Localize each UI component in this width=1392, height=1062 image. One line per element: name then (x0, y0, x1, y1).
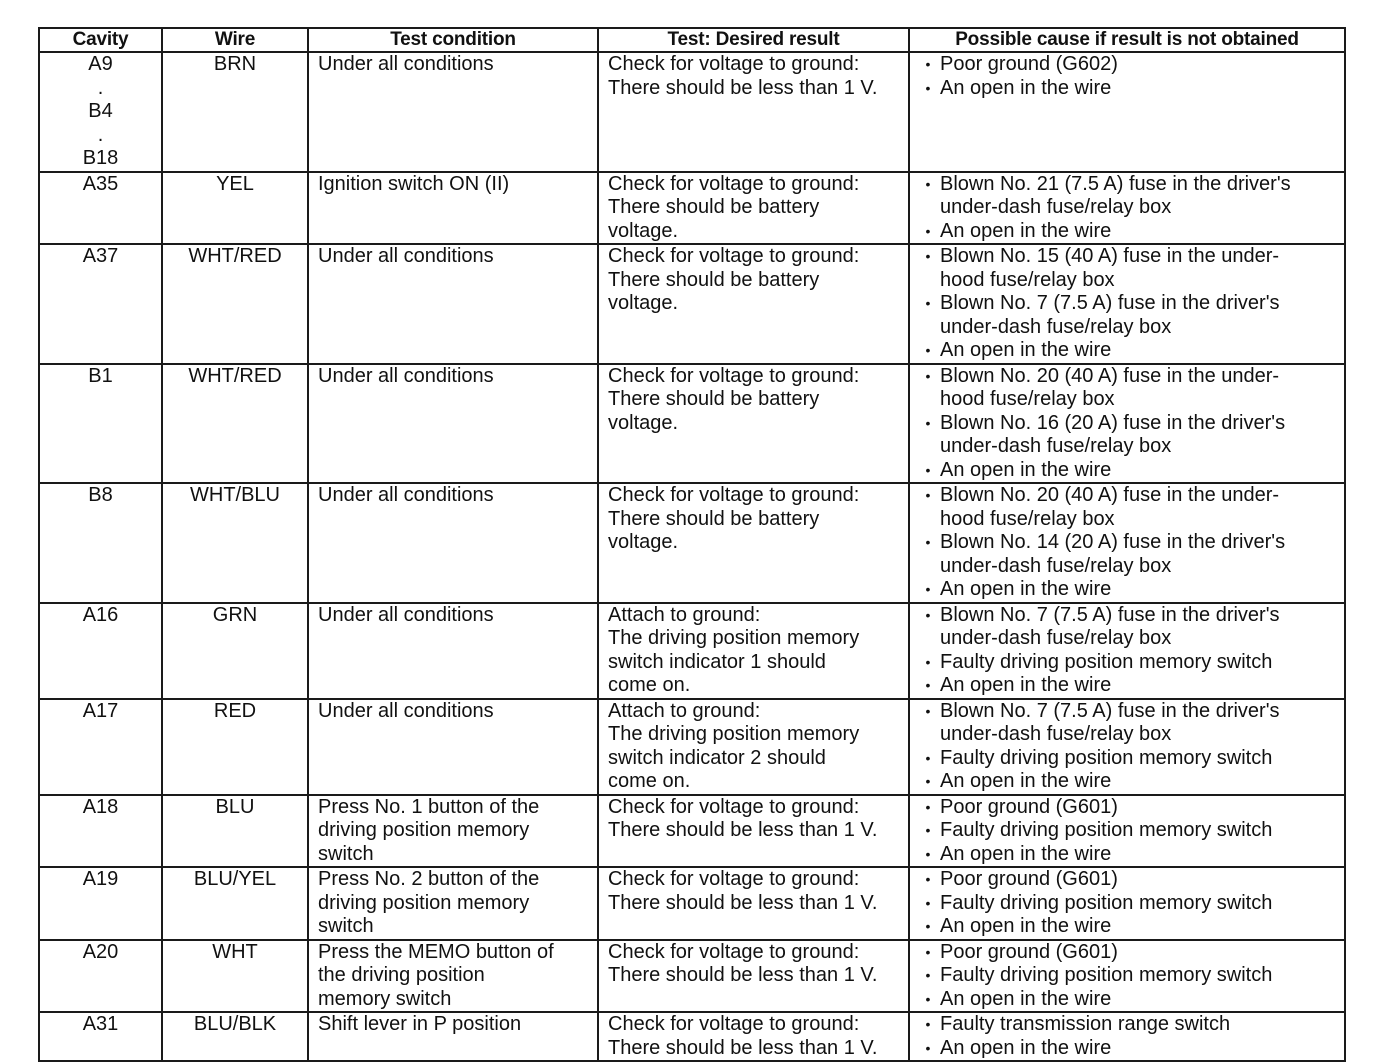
test-condition-line: switch (318, 915, 374, 937)
desired-result-line: There should be less than 1 V. (608, 891, 878, 914)
cavity-label: B1 (88, 364, 113, 387)
desired-result-cell (598, 52, 909, 172)
cause-text (940, 915, 1111, 939)
bullet-icon: • (925, 295, 931, 311)
cause-list-item (916, 868, 1340, 892)
test-condition-line: driving position memory (318, 891, 530, 914)
desired-result-line: There should be less than 1 V. (608, 1036, 878, 1059)
cause-list-item (916, 245, 1340, 292)
cause-text (940, 674, 1111, 698)
test-condition-line: driving position memory (318, 819, 530, 841)
cause-text (940, 964, 1272, 988)
wire-color-cell: YEL (162, 172, 308, 245)
test-condition-line: Press No. 2 button of the (318, 868, 540, 890)
test-condition-line: Ignition switch ON (II) (318, 172, 510, 195)
cause-line: Faulty driving position memory switch (940, 650, 1273, 673)
table-row (39, 867, 1345, 940)
cavity-label: A19 (82, 868, 119, 890)
cause-text (940, 892, 1272, 916)
test-condition-line: Under all conditions (318, 245, 494, 267)
cause-list-item (916, 988, 1340, 1012)
cause-line: Blown No. 7 (7.5 A) fuse in the driver's (940, 292, 1280, 314)
desired-result-line: There should be battery (608, 268, 820, 291)
cause-line: hood fuse/relay box (940, 268, 1115, 291)
table-row (39, 172, 1345, 245)
table-row (39, 795, 1345, 868)
cause-list-item (916, 1013, 1340, 1037)
desired-result-line: There should be less than 1 V. (608, 819, 878, 841)
possible-cause-cell (909, 699, 1345, 795)
desired-result-line: Check for voltage to ground: (608, 940, 860, 963)
bullet-icon: • (925, 175, 931, 192)
cause-text (940, 941, 1118, 965)
table-body (39, 52, 1345, 1061)
test-condition-cell (308, 483, 598, 603)
cause-line: Blown No. 16 (20 A) fuse in the driver's (940, 411, 1286, 434)
table-row (39, 364, 1345, 484)
cause-text (940, 220, 1111, 244)
bullet-icon: • (925, 798, 931, 815)
cause-line: Blown No. 15 (40 A) fuse in the under- (940, 245, 1280, 267)
cause-text (940, 365, 1279, 412)
desired-result-cell (598, 172, 909, 245)
desired-result-line: Attach to ground: (608, 699, 761, 722)
test-condition-cell (308, 364, 598, 484)
bullet-icon: • (925, 749, 931, 766)
bullet-icon: • (925, 79, 931, 96)
cause-line: Blown No. 20 (40 A) fuse in the under- (940, 364, 1280, 387)
cause-list-item (916, 941, 1340, 965)
test-condition-cell (308, 52, 598, 172)
desired-result-cell (598, 603, 909, 699)
cause-line: under-dash fuse/relay box (940, 723, 1172, 745)
test-condition-line: Press the MEMO button of (318, 940, 554, 963)
cause-line: Poor ground (G601) (940, 940, 1118, 963)
cause-line: An open in the wire (940, 76, 1112, 99)
cause-text (940, 651, 1272, 675)
cause-text (940, 604, 1280, 651)
cavity-label: A18 (82, 795, 119, 818)
cause-list-item (916, 339, 1340, 363)
desired-result-line: voltage. (608, 219, 679, 242)
desired-result-line: Check for voltage to ground: (608, 795, 860, 818)
possible-cause-cell (909, 603, 1345, 699)
cause-list-item (916, 796, 1340, 820)
desired-result-cell (598, 244, 909, 364)
bullet-icon: • (925, 461, 931, 478)
cause-list-item (916, 892, 1340, 916)
possible-cause-cell (909, 172, 1345, 245)
bullet-icon: • (925, 702, 931, 719)
cause-list-item (916, 220, 1340, 244)
cause-line: An open in the wire (940, 339, 1112, 361)
cause-text (940, 1013, 1230, 1037)
cavity-label: A17 (82, 699, 119, 722)
cavity-cell (39, 364, 162, 484)
bullet-icon: • (925, 822, 931, 838)
bullet-icon: • (925, 894, 931, 911)
bullet-icon: • (925, 1016, 931, 1032)
bullet-icon: • (925, 845, 931, 862)
desired-result-line: come on. (608, 770, 691, 792)
cause-text (940, 531, 1285, 578)
cavity-label: A35 (82, 172, 119, 195)
possible-cause-cell (909, 940, 1345, 1013)
bullet-icon: • (925, 581, 931, 597)
cavity-cell (39, 483, 162, 603)
cause-line: An open in the wire (940, 915, 1112, 937)
bullet-icon: • (925, 222, 931, 239)
test-condition-line: the driving position (318, 964, 485, 986)
test-condition-cell (308, 699, 598, 795)
cause-list-item (916, 747, 1340, 771)
header-wire: Wire (162, 28, 308, 52)
bullet-icon: • (925, 414, 931, 431)
cause-list-item (916, 604, 1340, 651)
desired-result-line: There should be less than 1 V. (608, 964, 878, 986)
desired-result-line: Check for voltage to ground: (608, 868, 860, 890)
desired-result-line: voltage. (608, 292, 679, 314)
desired-result-cell (598, 867, 909, 940)
table-row (39, 52, 1345, 172)
bullet-icon: • (925, 918, 931, 934)
test-condition-line: switch (318, 842, 374, 865)
cause-line: Poor ground (G601) (940, 868, 1118, 890)
bullet-icon: • (925, 1039, 931, 1056)
cause-line: An open in the wire (940, 458, 1112, 481)
bullet-icon: • (925, 248, 931, 264)
cavity-cell (39, 172, 162, 245)
desired-result-line: Attach to ground: (608, 603, 761, 626)
table-row (39, 699, 1345, 795)
desired-result-line: The driving position memory (608, 723, 860, 745)
bullet-icon: • (925, 534, 931, 550)
bullet-icon: • (925, 487, 931, 503)
bullet-icon: • (925, 606, 931, 623)
test-condition-cell (308, 603, 598, 699)
desired-result-line: switch indicator 2 should (608, 746, 826, 769)
bullet-icon: • (925, 56, 931, 72)
cavity-cell (39, 867, 162, 940)
cause-line: Faulty driving position memory switch (940, 964, 1273, 986)
bullet-icon: • (925, 677, 931, 693)
header-row (39, 28, 1345, 52)
cause-text (940, 578, 1111, 602)
possible-cause-cell (909, 244, 1345, 364)
cause-text (940, 292, 1280, 339)
desired-result-cell (598, 940, 909, 1013)
cause-line: Faulty driving position memory switch (940, 891, 1273, 914)
cause-line: under-dash fuse/relay box (940, 196, 1172, 218)
cavity-label: A31 (82, 1013, 119, 1035)
cause-list-item (916, 77, 1340, 101)
desired-result-line: There should be battery (608, 388, 820, 410)
test-condition-cell (308, 940, 598, 1013)
possible-cause-cell (909, 867, 1345, 940)
cause-line: Poor ground (G601) (940, 795, 1118, 818)
cause-list-item (916, 484, 1340, 531)
cavity-label: A37 (82, 245, 119, 267)
cause-text (940, 1037, 1111, 1061)
desired-result-line: There should be battery (608, 196, 820, 218)
cause-text (940, 988, 1111, 1012)
test-condition-line: Under all conditions (318, 364, 494, 387)
cause-list-item (916, 964, 1340, 988)
wire-color-cell: WHT/RED (162, 364, 308, 484)
test-condition-cell (308, 795, 598, 868)
header-possible-cause: Possible cause if result is not obtained (909, 28, 1345, 52)
cause-text (940, 173, 1291, 220)
cavity-cell (39, 244, 162, 364)
cause-line: Blown No. 7 (7.5 A) fuse in the driver's (940, 699, 1280, 722)
bullet-icon: • (925, 990, 931, 1007)
cavity-cell (39, 795, 162, 868)
cause-line: hood fuse/relay box (940, 388, 1115, 410)
cavity-label: B8 (88, 484, 113, 506)
cause-list-item (916, 173, 1340, 220)
cause-text (940, 459, 1111, 483)
header-desired-result: Test: Desired result (598, 28, 909, 52)
cause-text (940, 796, 1118, 820)
table-row (39, 603, 1345, 699)
desired-result-line: The driving position memory (608, 627, 860, 649)
cause-text (940, 53, 1118, 77)
bullet-icon: • (925, 871, 931, 887)
cause-line: Faulty transmission range switch (940, 1013, 1231, 1035)
cause-list-item (916, 819, 1340, 843)
cavity-cell (39, 940, 162, 1013)
possible-cause-cell (909, 795, 1345, 868)
possible-cause-cell (909, 52, 1345, 172)
cause-list-item (916, 915, 1340, 939)
cause-list-item (916, 1037, 1340, 1061)
cause-list-item (916, 578, 1340, 602)
cause-list-item (916, 53, 1340, 77)
wire-color-cell: BLU/BLK (162, 1012, 308, 1061)
test-condition-cell (308, 172, 598, 245)
desired-result-line: switch indicator 1 should (608, 650, 826, 673)
wire-color-cell: BLU/YEL (162, 867, 308, 940)
bullet-icon: • (925, 342, 931, 358)
desired-result-line: Check for voltage to ground: (608, 1013, 860, 1035)
cause-line: Blown No. 21 (7.5 A) fuse in the driver's (940, 172, 1291, 195)
desired-result-line: There should be battery (608, 507, 820, 530)
table-row (39, 244, 1345, 364)
cavity-label: A20 (82, 940, 119, 963)
desired-result-cell (598, 699, 909, 795)
desired-result-line: Check for voltage to ground: (608, 53, 860, 75)
cavity-label: B4 (88, 100, 113, 122)
desired-result-line: come on. (608, 674, 691, 696)
cause-line: under-dash fuse/relay box (940, 627, 1172, 649)
test-condition-line: Under all conditions (318, 484, 494, 506)
bullet-icon: • (925, 943, 931, 960)
cause-line: Blown No. 14 (20 A) fuse in the driver's (940, 531, 1286, 553)
cause-list-item (916, 700, 1340, 747)
cause-line: under-dash fuse/relay box (940, 315, 1172, 338)
test-condition-line: Shift lever in P position (318, 1013, 522, 1035)
cause-line: under-dash fuse/relay box (940, 435, 1172, 457)
cause-line: Blown No. 20 (40 A) fuse in the under- (940, 484, 1280, 506)
desired-result-line: Check for voltage to ground: (608, 484, 860, 506)
cause-text (940, 770, 1111, 794)
cause-line: Poor ground (G602) (940, 53, 1118, 75)
cavity-cell (39, 603, 162, 699)
cause-line: Blown No. 7 (7.5 A) fuse in the driver's (940, 603, 1280, 626)
cavity-cell (39, 699, 162, 795)
desired-result-line: There should be less than 1 V. (608, 76, 878, 99)
cause-text (940, 700, 1280, 747)
cause-list-item (916, 843, 1340, 867)
test-condition-cell (308, 867, 598, 940)
header-cavity: Cavity (39, 28, 162, 52)
cause-text (940, 747, 1272, 771)
cause-list-item (916, 674, 1340, 698)
cause-list-item (916, 459, 1340, 483)
cavity-label: A9 (88, 53, 113, 75)
cause-list-item (916, 770, 1340, 794)
cause-line: hood fuse/relay box (940, 507, 1115, 530)
cause-list-item (916, 292, 1340, 339)
cause-text (940, 339, 1111, 363)
cause-text (940, 819, 1272, 843)
test-condition-line: Press No. 1 button of the (318, 795, 540, 818)
cause-list-item (916, 365, 1340, 412)
cause-line: Faulty driving position memory switch (940, 819, 1273, 841)
cause-list-item (916, 531, 1340, 578)
desired-result-cell (598, 364, 909, 484)
cause-text (940, 77, 1111, 101)
cause-text (940, 412, 1285, 459)
bullet-icon: • (925, 773, 931, 789)
table-row (39, 940, 1345, 1013)
test-condition-line: Under all conditions (318, 699, 494, 722)
cavity-label: . (97, 76, 104, 99)
cause-text (940, 843, 1111, 867)
cause-text (940, 484, 1279, 531)
desired-result-line: voltage. (608, 411, 679, 434)
cause-line: An open in the wire (940, 674, 1112, 696)
cause-line: An open in the wire (940, 219, 1112, 242)
desired-result-line: Check for voltage to ground: (608, 245, 860, 267)
desired-result-line: Check for voltage to ground: (608, 364, 860, 387)
test-condition-line: Under all conditions (318, 603, 494, 626)
cavity-label: . (97, 123, 104, 146)
cavity-label: B18 (82, 147, 119, 169)
bullet-icon: • (925, 367, 931, 384)
cause-line: An open in the wire (940, 1036, 1112, 1059)
cause-line: An open in the wire (940, 578, 1112, 600)
bullet-icon: • (925, 653, 931, 670)
wire-color-cell: BLU (162, 795, 308, 868)
desired-result-cell (598, 795, 909, 868)
cause-line: Faulty driving position memory switch (940, 746, 1273, 769)
cause-text (940, 868, 1118, 892)
desired-result-line: Check for voltage to ground: (608, 172, 860, 195)
test-condition-line: memory switch (318, 987, 452, 1010)
bullet-icon: • (925, 967, 931, 983)
cause-list-item (916, 412, 1340, 459)
cause-line: An open in the wire (940, 987, 1112, 1010)
wire-color-cell: RED (162, 699, 308, 795)
cause-text (940, 245, 1279, 292)
wire-color-cell: WHT/BLU (162, 483, 308, 603)
cavity-cell (39, 52, 162, 172)
desired-result-cell (598, 483, 909, 603)
possible-cause-cell (909, 483, 1345, 603)
header-test-condition: Test condition (308, 28, 598, 52)
cause-line: An open in the wire (940, 842, 1112, 865)
cavity-label: A16 (82, 603, 119, 626)
possible-cause-cell (909, 364, 1345, 484)
test-condition-line: Under all conditions (318, 53, 494, 75)
wire-color-cell: WHT/RED (162, 244, 308, 364)
cause-line: under-dash fuse/relay box (940, 554, 1172, 577)
cause-line: An open in the wire (940, 770, 1112, 792)
test-condition-cell (308, 244, 598, 364)
table-row (39, 483, 1345, 603)
wire-color-cell: GRN (162, 603, 308, 699)
desired-result-line: voltage. (608, 531, 679, 553)
wire-color-cell: BRN (162, 52, 308, 172)
circuit-test-table (38, 27, 1346, 1062)
cause-list-item (916, 651, 1340, 675)
wire-color-cell: WHT (162, 940, 308, 1013)
